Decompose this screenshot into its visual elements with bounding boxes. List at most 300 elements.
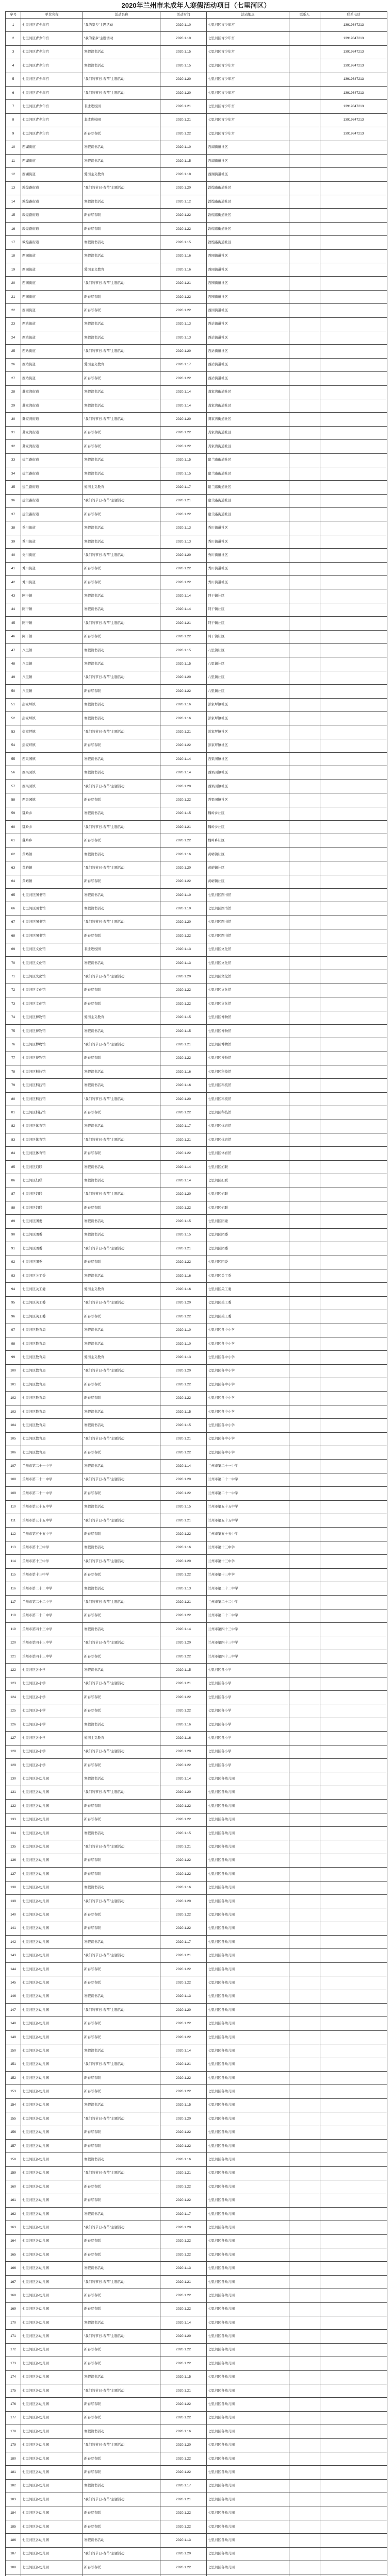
cell-activity-time: 2020.1.15	[160, 807, 207, 820]
cell-activity-time: 2020.1.20	[160, 1555, 207, 1568]
cell-unit: 七里河区各幼儿园	[21, 2112, 83, 2126]
table-row	[6, 643, 387, 657]
cell-unit: 七里河区各幼儿园	[21, 2289, 83, 2302]
cell-phone	[320, 2221, 387, 2234]
cell-activity-place: 七里河区妇联	[207, 1188, 289, 1201]
cell-activity-name: 寒假读书活动	[83, 2207, 160, 2221]
cell-no: 105	[6, 1432, 21, 1446]
cell-contact	[289, 1582, 320, 1595]
cell-activity-name: “我们的节日·春节”主题活动	[83, 1745, 160, 1758]
cell-no: 49	[6, 671, 21, 684]
cell-no: 175	[6, 2384, 21, 2397]
cell-activity-place: 七里河区关工委	[207, 1296, 289, 1310]
cell-phone	[320, 997, 387, 1011]
cell-no: 132	[6, 1800, 21, 1813]
cell-activity-time: 2020.1.22	[160, 1868, 207, 1881]
cell-activity-place: 七里河区各幼儿园	[207, 2343, 289, 2357]
table-row	[6, 2234, 387, 2248]
cell-activity-place: 七里河区科技馆	[207, 1092, 289, 1106]
table-row	[6, 372, 387, 385]
cell-activity-place: 七里河区青少年宫	[207, 19, 289, 32]
cell-activity-place: 七里河区各幼儿园	[207, 2030, 289, 2044]
cell-contact	[289, 1419, 320, 1432]
cell-activity-time: 2020.1.16	[160, 1881, 207, 1894]
cell-no: 123	[6, 1677, 21, 1690]
cell-no: 118	[6, 1609, 21, 1622]
table-row	[6, 943, 387, 956]
cell-activity-place: 七里河区关工委	[207, 1310, 289, 1324]
table-row	[6, 440, 387, 453]
cell-unit: 兰州市第二十二中学	[21, 1609, 83, 1622]
cell-contact	[289, 943, 320, 956]
cell-phone	[320, 1487, 387, 1500]
cell-unit: 龚家湾街道	[21, 440, 83, 453]
column-header-contact: 联系人	[289, 12, 320, 19]
cell-activity-name: “我们的节日·春节”主题活动	[83, 1949, 160, 1962]
cell-activity-name: “我们的节日·春节”主题活动	[83, 73, 160, 86]
table-row	[6, 1364, 387, 1378]
cell-activity-time: 2020.1.20	[160, 181, 207, 195]
cell-activity-name: “我们的节日·春节”主题活动	[83, 2547, 160, 2561]
cell-phone	[320, 1201, 387, 1214]
cell-activity-time: 2020.1.15	[160, 1011, 207, 1024]
cell-activity-place: 七里河区各幼儿园	[207, 2044, 289, 2058]
table-row	[6, 2030, 387, 2044]
cell-contact	[289, 2506, 320, 2520]
cell-no: 110	[6, 1500, 21, 1514]
cell-unit: 七里河区关工委	[21, 1296, 83, 1310]
cell-no: 102	[6, 1392, 21, 1405]
cell-no: 176	[6, 2398, 21, 2411]
cell-contact	[289, 1024, 320, 1038]
cell-activity-time: 2020.1.15	[160, 2370, 207, 2384]
cell-no: 14	[6, 195, 21, 209]
cell-contact	[289, 1201, 320, 1214]
cell-unit: 七里河区科技馆	[21, 1092, 83, 1106]
cell-unit: 七里河区博物馆	[21, 1038, 83, 1052]
cell-activity-name: 新春写春联	[83, 875, 160, 888]
cell-activity-time: 2020.1.17	[160, 481, 207, 494]
cell-contact	[289, 753, 320, 766]
cell-unit: 兰州市第二十二中学	[21, 1582, 83, 1595]
cell-phone	[320, 1840, 387, 1854]
cell-activity-place: 西园街道社区	[207, 304, 289, 317]
table-row	[6, 1351, 387, 1364]
table-row	[6, 1011, 387, 1024]
cell-unit: 七里河区各幼儿园	[21, 1826, 83, 1840]
cell-activity-time: 2020.1.22	[160, 562, 207, 575]
table-row	[6, 1541, 387, 1554]
cell-unit: 兰州市第五十五中学	[21, 1528, 83, 1541]
cell-no: 181	[6, 2466, 21, 2479]
table-row	[6, 2166, 387, 2180]
cell-no: 78	[6, 1065, 21, 1079]
table-row	[6, 1596, 387, 1609]
cell-activity-place: 七里河区各幼儿园	[207, 2357, 289, 2370]
cell-contact	[289, 1133, 320, 1147]
cell-no: 57	[6, 779, 21, 793]
cell-unit: 秀川街道	[21, 576, 83, 589]
cell-phone	[320, 1568, 387, 1582]
cell-no: 117	[6, 1596, 21, 1609]
cell-unit: 西园街道	[21, 304, 83, 317]
cell-activity-name: “我们的节日·春节”主题活动	[83, 617, 160, 630]
cell-activity-place: 龚家湾街道社区	[207, 399, 289, 412]
cell-contact	[289, 1242, 320, 1256]
table-row	[6, 1147, 387, 1160]
cell-phone	[320, 643, 387, 657]
cell-unit: 七里河区团委	[21, 1242, 83, 1256]
document-page	[5, 0, 387, 2576]
cell-unit: 七里河区教育局	[21, 1446, 83, 1460]
cell-unit: 七里河区妇联	[21, 1174, 83, 1188]
cell-activity-name: 新春写春联	[83, 1868, 160, 1881]
cell-activity-place: 七里河区青少年宫	[207, 45, 289, 59]
cell-phone	[320, 1596, 387, 1609]
cell-phone	[320, 2030, 387, 2044]
cell-unit: 黄峪镇	[21, 861, 83, 875]
cell-activity-time: 2020.1.20	[160, 2004, 207, 2017]
cell-no: 136	[6, 1854, 21, 1867]
cell-phone	[320, 1038, 387, 1052]
cell-contact	[289, 630, 320, 643]
cell-activity-name: “我们的节日·春节”主题活动	[83, 2221, 160, 2234]
cell-no: 164	[6, 2234, 21, 2248]
cell-no: 63	[6, 861, 21, 875]
cell-activity-name: 寒假读书活动	[83, 154, 160, 167]
cell-activity-name: “我们的节日·春节”主题活动	[83, 494, 160, 507]
table-row	[6, 168, 387, 181]
cell-unit: 七里河区各幼儿园	[21, 2534, 83, 2547]
cell-unit: 敦煌路街道	[21, 195, 83, 209]
cell-unit: 七里河区各幼儿园	[21, 2194, 83, 2207]
cell-unit: 兰州市第二十二中学	[21, 1596, 83, 1609]
cell-no: 168	[6, 2289, 21, 2302]
cell-phone	[320, 1310, 387, 1324]
cell-activity-place: 西湖街道社区	[207, 168, 289, 181]
cell-contact	[289, 1936, 320, 1949]
cell-contact	[289, 1718, 320, 1731]
cell-activity-name: 新春写春联	[83, 1704, 160, 1718]
cell-activity-time: 2020.1.22	[160, 1310, 207, 1324]
cell-activity-place: 七里河区图书馆	[207, 929, 289, 943]
cell-phone	[320, 970, 387, 984]
cell-contact	[289, 1079, 320, 1092]
cell-activity-name: “我们的节日·春节”主题活动	[83, 671, 160, 684]
cell-no: 51	[6, 698, 21, 711]
cell-activity-place: 七里河区各中小学	[207, 1351, 289, 1364]
table-row	[6, 2466, 387, 2479]
cell-activity-time: 2020.1.22	[160, 630, 207, 643]
cell-activity-place: 秀川街道社区	[207, 562, 289, 575]
cell-activity-time: 2020.1.20	[160, 916, 207, 929]
cell-no: 3	[6, 45, 21, 59]
cell-unit: 西湖街道	[21, 168, 83, 181]
cell-contact	[289, 1065, 320, 1079]
cell-phone	[320, 535, 387, 548]
cell-activity-time: 2020.1.22	[160, 304, 207, 317]
cell-activity-name: 新春写春联	[83, 2561, 160, 2574]
cell-unit: 龚家湾街道	[21, 413, 83, 426]
cell-unit: 西果园镇	[21, 779, 83, 793]
cell-activity-name: 新春写春联	[83, 2343, 160, 2357]
table-row	[6, 426, 387, 439]
cell-activity-time: 2020.1.15	[160, 1664, 207, 1677]
cell-activity-place: 七里河区各幼儿园	[207, 1786, 289, 1799]
cell-no: 141	[6, 1922, 21, 1935]
cell-unit: 七里河区各幼儿园	[21, 2248, 83, 2262]
cell-unit: 八里镇	[21, 685, 83, 698]
cell-unit: 兰州市第四十三中学	[21, 1623, 83, 1636]
cell-contact	[289, 1541, 320, 1554]
cell-unit: 西站街道	[21, 331, 83, 344]
cell-no: 11	[6, 154, 21, 167]
table-row	[6, 2262, 387, 2275]
cell-contact	[289, 100, 320, 113]
cell-activity-name: “我们的节日·春节”主题活动	[83, 1636, 160, 1650]
cell-contact	[289, 385, 320, 399]
cell-activity-time: 2020.1.22	[160, 2506, 207, 2520]
cell-unit: 七里河区青少年宫	[21, 19, 83, 32]
cell-activity-place: 七里河区各小学	[207, 1677, 289, 1690]
cell-phone	[320, 1759, 387, 1772]
cell-no: 64	[6, 875, 21, 888]
cell-contact	[289, 372, 320, 385]
cell-activity-time: 2020.1.13	[160, 331, 207, 344]
activity-table	[5, 11, 387, 2576]
table-row	[6, 1772, 387, 1786]
cell-contact	[289, 508, 320, 521]
cell-activity-time: 2020.1.22	[160, 1976, 207, 1990]
cell-no: 142	[6, 1936, 21, 1949]
cell-activity-time: 2020.1.22	[160, 1800, 207, 1813]
cell-unit: 七里河区关工委	[21, 1310, 83, 1324]
cell-phone	[320, 1745, 387, 1758]
cell-unit: 西园街道	[21, 277, 83, 290]
cell-activity-name: 寒假读书活动	[83, 1460, 160, 1473]
cell-contact	[289, 453, 320, 467]
cell-activity-place: 敦煌路街道社区	[207, 209, 289, 222]
cell-unit: 七里河区关工委	[21, 1269, 83, 1282]
cell-contact	[289, 413, 320, 426]
table-row	[6, 1052, 387, 1065]
cell-activity-name: “我们的节日·春节”主题活动	[83, 1242, 160, 1256]
cell-unit: 阿干镇	[21, 589, 83, 603]
table-row	[6, 1337, 387, 1350]
cell-activity-time: 2020.1.20	[160, 549, 207, 562]
cell-activity-name: 寒假读书活动	[83, 2479, 160, 2493]
cell-activity-name: 寒假读书活动	[83, 1936, 160, 1949]
cell-activity-name: “我的家乡”主题活动	[83, 19, 160, 32]
cell-phone	[320, 617, 387, 630]
cell-contact	[289, 617, 320, 630]
cell-contact	[289, 984, 320, 997]
cell-activity-place: 七里河区各幼儿园	[207, 2126, 289, 2139]
cell-phone	[320, 766, 387, 779]
cell-no: 126	[6, 1718, 21, 1731]
cell-activity-place: 七里河区各幼儿园	[207, 1840, 289, 1854]
cell-phone	[320, 440, 387, 453]
cell-phone	[320, 222, 387, 235]
cell-no: 70	[6, 956, 21, 970]
cell-no: 7	[6, 100, 21, 113]
cell-unit: 建兰路街道	[21, 453, 83, 467]
cell-activity-time: 2020.1.10	[160, 889, 207, 902]
cell-activity-time: 2020.1.22	[160, 2234, 207, 2248]
cell-contact	[289, 1215, 320, 1228]
cell-no: 160	[6, 2180, 21, 2194]
cell-activity-time: 2020.1.22	[160, 222, 207, 235]
cell-activity-place: 彭家坪镇社区	[207, 711, 289, 725]
cell-activity-place: 阿干镇社区	[207, 630, 289, 643]
cell-activity-place: 七里河区各幼儿园	[207, 2425, 289, 2438]
cell-activity-name: 寒假读书活动	[83, 1582, 160, 1595]
cell-phone	[320, 1337, 387, 1350]
cell-phone	[320, 1160, 387, 1174]
cell-activity-place: 兰州市第十三中学	[207, 1555, 289, 1568]
cell-unit: 七里河区文化馆	[21, 984, 83, 997]
cell-unit: 七里河区科技馆	[21, 1106, 83, 1120]
cell-activity-name: “我们的节日·春节”主题活动	[83, 970, 160, 984]
table-row	[6, 345, 387, 358]
cell-activity-place: 七里河区体育馆	[207, 1120, 289, 1133]
cell-activity-time: 2020.1.22	[160, 127, 207, 141]
cell-no: 93	[6, 1269, 21, 1282]
cell-unit: 西站街道	[21, 317, 83, 331]
cell-contact	[289, 549, 320, 562]
cell-contact	[289, 2547, 320, 2561]
cell-activity-time: 2020.1.13	[160, 535, 207, 548]
cell-activity-place: 七里河区各小学	[207, 1732, 289, 1745]
cell-activity-time: 2020.1.14	[160, 766, 207, 779]
cell-no: 130	[6, 1772, 21, 1786]
cell-no: 121	[6, 1650, 21, 1663]
cell-activity-place: 七里河区各幼儿园	[207, 1894, 289, 1908]
cell-phone	[320, 2466, 387, 2479]
cell-activity-place: 七里河区各中小学	[207, 1392, 289, 1405]
cell-unit: 七里河区科技馆	[21, 1079, 83, 1092]
cell-no: 169	[6, 2302, 21, 2316]
table-row	[6, 494, 387, 507]
cell-unit: 七里河区各幼儿园	[21, 2370, 83, 2384]
cell-activity-time: 2020.1.15	[160, 643, 207, 657]
cell-no: 33	[6, 453, 21, 467]
cell-contact	[289, 2139, 320, 2153]
cell-contact	[289, 1732, 320, 1745]
cell-unit: 七里河区各幼儿园	[21, 2466, 83, 2479]
cell-contact	[289, 698, 320, 711]
cell-phone	[320, 453, 387, 467]
cell-phone	[320, 753, 387, 766]
cell-no: 19	[6, 263, 21, 277]
cell-activity-place: 七里河区团委	[207, 1242, 289, 1256]
cell-activity-time: 2020.1.14	[160, 2044, 207, 2058]
cell-contact	[289, 345, 320, 358]
cell-contact	[289, 2384, 320, 2397]
cell-phone	[320, 1976, 387, 1990]
cell-phone	[320, 1378, 387, 1392]
cell-activity-name: 寒假读书活动	[83, 467, 160, 480]
cell-phone	[320, 807, 387, 820]
cell-activity-place: 七里河区体育馆	[207, 1147, 289, 1160]
cell-no: 131	[6, 1786, 21, 1799]
cell-activity-time: 2020.1.21	[160, 1596, 207, 1609]
cell-activity-name: 寒假读书活动	[83, 1024, 160, 1038]
cell-contact	[289, 2166, 320, 2180]
cell-activity-place: 七里河区各小学	[207, 1691, 289, 1704]
cell-activity-time: 2020.1.14	[160, 399, 207, 412]
cell-activity-name: “我们的节日·春节”主题活动	[83, 1133, 160, 1147]
table-row	[6, 2452, 387, 2465]
cell-activity-time: 2020.1.15	[160, 467, 207, 480]
table-row	[6, 725, 387, 739]
cell-activity-place: 七里河区各中小学	[207, 1419, 289, 1432]
cell-no: 152	[6, 2071, 21, 2084]
cell-activity-place: 兰州市第二十一中学	[207, 1487, 289, 1500]
cell-contact	[289, 249, 320, 263]
cell-activity-place: 七里河区各幼儿园	[207, 1962, 289, 1976]
cell-activity-name: 爱国主义教育	[83, 481, 160, 494]
cell-activity-place: 七里河区各幼儿园	[207, 2262, 289, 2275]
table-row	[6, 1269, 387, 1282]
cell-contact	[289, 1038, 320, 1052]
cell-phone	[320, 929, 387, 943]
cell-activity-place: 七里河区各中小学	[207, 1446, 289, 1460]
cell-contact	[289, 236, 320, 249]
cell-activity-name: “我们的节日·春节”主题活动	[83, 916, 160, 929]
cell-activity-place: 七里河区各幼儿园	[207, 2085, 289, 2098]
cell-contact	[289, 1283, 320, 1296]
cell-activity-time: 2020.1.10	[160, 1324, 207, 1337]
cell-contact	[289, 657, 320, 671]
cell-contact	[289, 2262, 320, 2275]
cell-phone	[320, 2139, 387, 2153]
table-row	[6, 1228, 387, 1242]
cell-phone	[320, 304, 387, 317]
cell-unit: 七里河区博物馆	[21, 1024, 83, 1038]
cell-unit: 七里河区各幼儿园	[21, 2547, 83, 2561]
cell-phone	[320, 1541, 387, 1554]
cell-contact	[289, 562, 320, 575]
cell-contact	[289, 168, 320, 181]
cell-activity-time: 2020.1.21	[160, 2275, 207, 2289]
table-row	[6, 1786, 387, 1799]
table-row	[6, 113, 387, 127]
cell-contact	[289, 2330, 320, 2343]
table-row	[6, 1854, 387, 1867]
cell-phone	[320, 249, 387, 263]
table-row	[6, 331, 387, 344]
cell-contact	[289, 1514, 320, 1527]
cell-unit: 七里河区各幼儿园	[21, 1800, 83, 1813]
cell-no: 84	[6, 1147, 21, 1160]
cell-activity-name: 新春写春联	[83, 2398, 160, 2411]
cell-activity-time: 2020.1.14	[160, 1623, 207, 1636]
table-row	[6, 1976, 387, 1990]
cell-activity-place: 七里河区图书馆	[207, 916, 289, 929]
cell-unit: 西湖街道	[21, 154, 83, 167]
cell-phone	[320, 2085, 387, 2098]
cell-activity-place: 黄峪镇社区	[207, 875, 289, 888]
cell-no: 109	[6, 1487, 21, 1500]
cell-unit: 七里河区团委	[21, 1228, 83, 1242]
table-row	[6, 1310, 387, 1324]
cell-phone	[320, 2126, 387, 2139]
cell-activity-name: 新春写春联	[83, 372, 160, 385]
table-row	[6, 1894, 387, 1908]
cell-activity-name: “我们的节日·春节”主题活动	[83, 725, 160, 739]
cell-activity-place: 兰州市第四十三中学	[207, 1636, 289, 1650]
